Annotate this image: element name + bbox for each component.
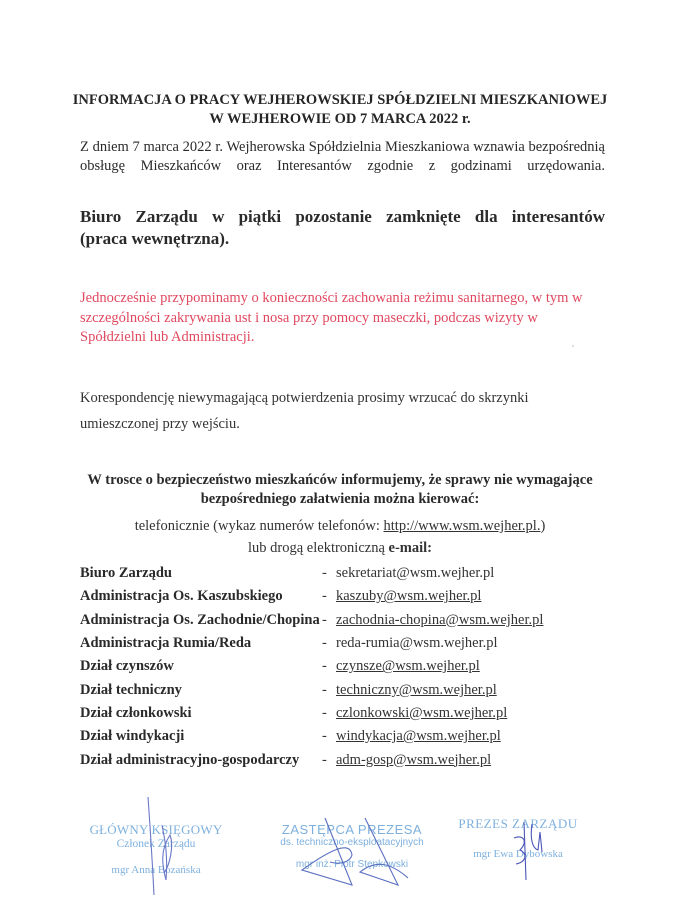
stamp-president-title: PREZES ZARZĄDU [458, 816, 578, 831]
contact-email-link[interactable]: techniczny@wsm.wejher.pl [336, 681, 497, 698]
contact-intro-line-2: bezpośredniego załatwienia można kierować: [200, 491, 480, 507]
stamp-president-name: mgr Ewa Dybowska [473, 848, 563, 860]
correspondence-notice: Korespondencję niewymagającą potwierdzenia prosimy wrzucać do skrzynki umieszczonej przy wejściu. [80, 390, 529, 432]
contact-separator: - [322, 565, 327, 582]
intro-line-1: Z dniem 7 marca 2022 r. Wejherowska Spółdzielnia Mieszkaniowa wznawia bezpośrednią [80, 139, 605, 155]
title-line-2: W WEJHEROWIE OD 7 MARCA 2022 r. [209, 111, 471, 127]
contact-department: Dział administracyjno-gospodarczy [80, 751, 300, 768]
contact-row [80, 655, 620, 678]
stamp-accountant-role: Członek Zarządu [116, 838, 196, 850]
stamp-deputy-title: ZASTĘPCA PREZESA [281, 822, 423, 837]
contact-separator: - [322, 751, 327, 768]
contact-department: Dział członkowski [80, 704, 192, 721]
contact-separator: - [322, 658, 327, 675]
contact-email-link[interactable]: reda-rumia@wsm.wejher.pl [336, 635, 498, 652]
contact-row [80, 585, 620, 608]
signature-deputy [290, 810, 420, 890]
phone-prefix: telefonicznie (wykaz numerów telefonów: [134, 518, 384, 534]
contact-department: Administracja Os. Kaszubskiego [80, 588, 283, 605]
contact-separator: - [322, 588, 327, 605]
contact-email-link[interactable]: sekretariat@wsm.wejher.pl [336, 565, 495, 582]
contact-department: Biuro Zarządu [80, 565, 172, 582]
scan-speck [572, 345, 574, 347]
contact-email-link[interactable]: adm-gosp@wsm.wejher.pl [336, 751, 492, 768]
contact-row [80, 562, 620, 585]
phone-line [0, 515, 680, 537]
closed-line-2: (praca wewnętrzna). [80, 229, 230, 248]
email-label: e-mail: [388, 540, 432, 556]
contact-separator: - [322, 704, 327, 721]
contact-email-link[interactable]: czlonkowski@wsm.wejher.pl [336, 704, 508, 721]
signature-accountant [140, 795, 190, 900]
sanitary-warning: Jednocześnie przypominamy o konieczności zachowania reżimu sanitarnego, w tym w szczególności zakrywania ust i nosa przy pomocy maseczki, podczas wizyty w Spółdzielni lub Administracji. [80, 290, 583, 345]
contact-row [80, 678, 620, 701]
contact-email-link[interactable]: kaszuby@wsm.wejher.pl [336, 588, 482, 605]
signature-president [510, 820, 550, 890]
contact-channels [0, 515, 680, 559]
contact-row [80, 632, 620, 655]
contact-row [80, 748, 620, 771]
contacts-list [80, 562, 620, 772]
document-title [0, 91, 680, 129]
contact-separator: - [322, 611, 327, 628]
website-link[interactable]: http://www.wsm.wejher.pl. [383, 518, 541, 534]
contact-email-link[interactable]: zachodnia-chopina@wsm.wejher.pl [336, 611, 544, 628]
contact-row [80, 702, 620, 725]
contact-department: Dział czynszów [80, 658, 174, 675]
contact-department: Administracja Rumia/Reda [80, 635, 252, 652]
contact-department: Administracja Os. Zachodnie/Chopina [80, 611, 320, 628]
intro-paragraph [80, 138, 605, 176]
contact-row [80, 725, 620, 748]
phone-suffix: ) [540, 518, 546, 534]
email-prefix: lub drogą elektroniczną [248, 540, 389, 556]
contact-department: Dział techniczny [80, 681, 182, 698]
contact-email-link[interactable]: czynsze@wsm.wejher.pl [336, 658, 480, 675]
contact-email-link[interactable]: windykacja@wsm.wejher.pl [336, 728, 501, 745]
contact-department: Dział windykacji [80, 728, 185, 745]
office-closed-notice [80, 206, 605, 250]
closed-line-1: Biuro Zarządu w piątki pozostanie zamknięte dla interesantów [80, 207, 605, 226]
intro-line-2: obsługę Mieszkańców oraz Interesantów zgodnie z godzinami urzędowania. [80, 158, 605, 174]
contact-row [80, 609, 620, 632]
stamp-accountant-title: GŁÓWNY KSIĘGOWY [89, 822, 223, 837]
stamp-deputy-name: mgr inż. Piotr Stępkowski [295, 859, 409, 870]
email-line [0, 537, 680, 559]
contact-separator: - [322, 728, 327, 745]
contact-separator: - [322, 635, 327, 652]
stamp-accountant-name: mgr Anna Bozańska [111, 864, 201, 876]
contact-intro [0, 471, 680, 509]
title-line-1: INFORMACJA O PRACY WEJHEROWSKIEJ SPÓŁDZIELNI MIESZKANIOWEJ [72, 92, 608, 108]
contact-separator: - [322, 681, 327, 698]
contact-intro-line-1: W trosce o bezpieczeństwo mieszkańców informujemy, że sprawy nie wymagające [87, 472, 593, 488]
stamp-deputy-role: ds. techniczno-eksploatacyjnych [280, 837, 424, 848]
